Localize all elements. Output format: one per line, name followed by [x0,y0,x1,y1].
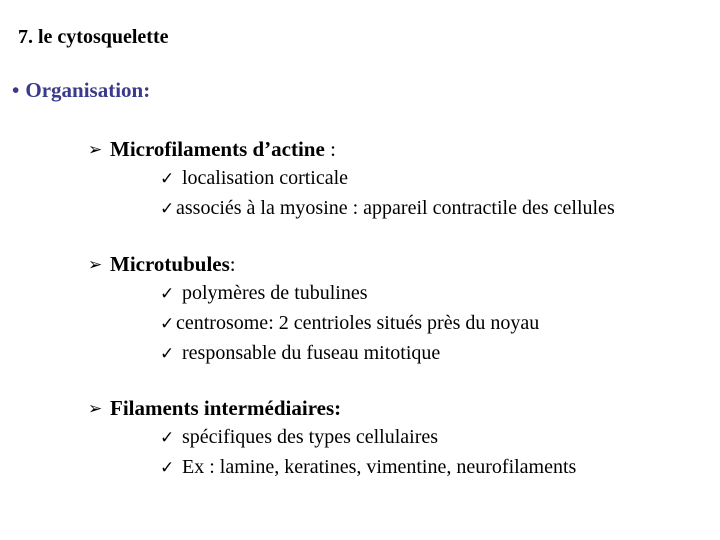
list-item-text: localisation corticale [182,167,349,189]
group-heading-rest: : [229,252,236,276]
list-item [88,453,708,483]
item-list [88,423,708,483]
checkmark-icon: ✓ [160,344,175,364]
checkmark-icon: ✓ [160,169,175,189]
list-item [88,279,708,309]
list-item [88,164,708,194]
group-heading [88,394,708,423]
list-item-text: polymères de tubulines [182,282,368,304]
arrow-bullet-icon: ➢ [88,255,103,275]
group-heading-bold: Microtubules [110,252,230,276]
list-item [88,309,708,339]
checkmark-icon: ✓ [160,458,175,478]
section-label: Organisation: [25,78,151,102]
section-heading [12,78,150,103]
item-list [88,164,708,224]
item-list [88,279,708,369]
group-heading-bold: Filaments intermédiaires: [110,396,342,420]
checkmark-icon: ✓ [160,284,175,304]
list-item-text: responsable du fuseau mitotique [182,342,441,364]
list-item-text: centrosome: 2 centrioles situés près du noyau [176,312,540,334]
group-heading-bold: Microfilaments d’actine [110,137,325,161]
list-item-text: Ex : lamine, keratines, vimentine, neurofilaments [182,456,577,478]
arrow-bullet-icon: ➢ [88,140,103,160]
slide-title: 7. le cytosquelette [18,26,169,48]
checkmark-icon: ✓ [160,199,175,219]
group-microfilaments [88,135,708,224]
list-item [88,194,708,224]
group-intermediate-filaments [88,394,708,483]
group-heading-rest: : [324,137,336,161]
group-heading [88,135,708,164]
checkmark-icon: ✓ [160,314,175,334]
group-microtubules [88,250,708,369]
checkmark-icon: ✓ [160,428,175,448]
arrow-bullet-icon: ➢ [88,399,103,419]
list-item-text: spécifiques des types cellulaires [182,426,439,448]
group-heading [88,250,708,279]
list-item [88,423,708,453]
bullet-dot-icon: • [12,78,20,102]
list-item-text: associés à la myosine : appareil contractile des cellules [176,197,615,219]
list-item [88,339,708,369]
